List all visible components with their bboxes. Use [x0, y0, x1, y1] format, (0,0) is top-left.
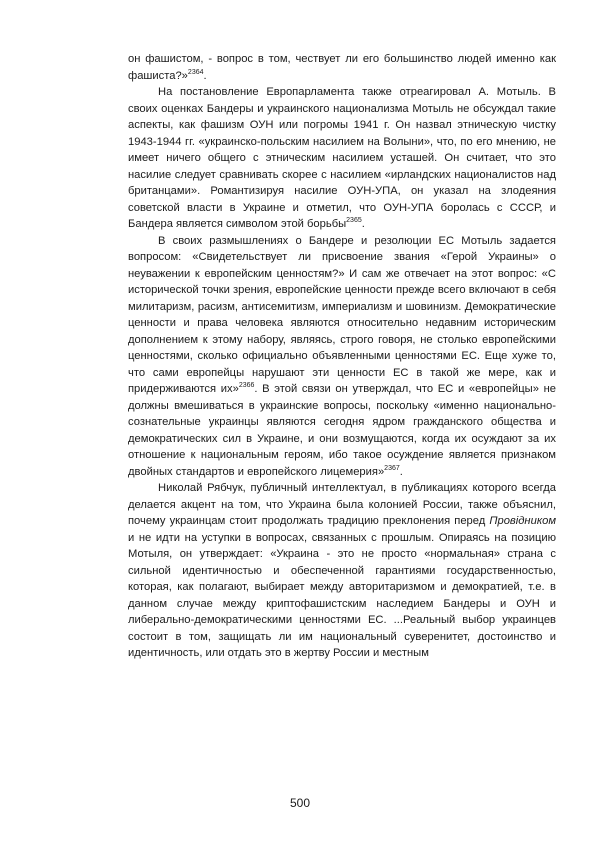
paragraph-1-text: он фашистом, - вопрос в том, чествует ли его большинство людей именно как фашиста?»: [128, 53, 556, 82]
paragraph-2-end: .: [361, 218, 365, 230]
footnote-ref-2367[interactable]: 2367: [384, 464, 400, 472]
footnote-ref-2364[interactable]: 2364: [187, 68, 204, 76]
paragraph-1-end: .: [203, 69, 207, 82]
paragraph-4: [128, 480, 556, 662]
paragraph-3-text: В своих размышлениях о Бандере и резолюции ЕС Мотыль задается вопросом: «Свидетельствует ли присвоение звания «Герой Украины» о неуважении к европейским ценностям?» И сам же отвечает на этот вопрос: «С исторической точки зрения, европейские ценности прежде всего включают в себя милитаризм, расизм, антисемитизм, империализм и шовинизм. Демократические ценности и права человека являются относительно недавним историческим дополнением к этому набору, являясь, строго говоря, не столько европейскими ценностями, сколько официально объявленными ценностями ЕС. Еще хуже то, что сами европейцы нарушают эти ценности ЕС в такой же мере, как и придерживаются их»: [128, 234, 556, 395]
footnote-ref-2366[interactable]: 2366: [238, 382, 255, 389]
paragraph-2: [128, 84, 556, 233]
page-number: 500: [289, 796, 311, 810]
paragraph-3: [128, 233, 556, 481]
paragraph-2-text: На постановление Европарламента также отреагировал А. Мотыль. В своих оценках Бандеры и украинского национализма Мотыль не обсуждал такие аспекты, как фашизм ОУН или погромы 1941 г. Он назвал этническую чистку 1943-1944 гг. «украинско-польским насилием на Волыни», что, по его мнению, не имеет ничего общего с этническим насилием усташей. Он считает, что это насилие следует сравнивать скорее с насилием «ирландских националистов над британцами». Романтизируя насилие ОУН-УПА, он указал на злодеяния советской власти в Украине и отметил, что ОУН-УПА боролась с СССР, и Бандера является символом этой борьбы: [128, 86, 556, 230]
paragraph-4-text-cont: и не идти на уступки в вопросах, связанных с прошлым. Опираясь на позицию Мотыля, он утверждает: «Украина - это не просто «нормальная» страна с сильной идентичностью и обеспеченной гарантиями государственностью, которая, как полагают, выбирает между авторитаризмом и демократией, т.е. в данном случае между криптофашистским наследием Бандеры и ОУН и либерально-демократическими ценностями ЕС. ...Реальный выбор украинцев состоит в том, защищать ли им национальный суверенитет, достоинство и идентичность, или отдать это в жертву России и местным: [128, 531, 556, 659]
body-text: [128, 51, 556, 662]
paragraph-1: [128, 51, 556, 84]
paragraph-3-end: .: [399, 465, 403, 478]
paragraph-4-text: Николай Рябчук, публичный интеллектуал, в публикациях которого всегда делается акцент на том, что Украина была колонией России, также объяснил, почему украинцам стоит продолжать традицию преклонения перед: [128, 482, 556, 527]
paragraph-3-text-cont: . В этой связи он утверждал, что ЕС и «европейцы» не должны вмешиваться в украинские вопросы, поскольку «именно национально-сознательные украинцы являются сегодня ядром гражданского общества и демократических сил в Украине, и они возмущаются, когда их осуждают за их отношение к национальным героям, ибо такое осуждение является признаком двойных стандартов и европейского лицемерия»: [128, 383, 556, 478]
emphasized-term: Провідником: [489, 515, 556, 527]
footnote-ref-2365[interactable]: 2365: [346, 217, 362, 224]
